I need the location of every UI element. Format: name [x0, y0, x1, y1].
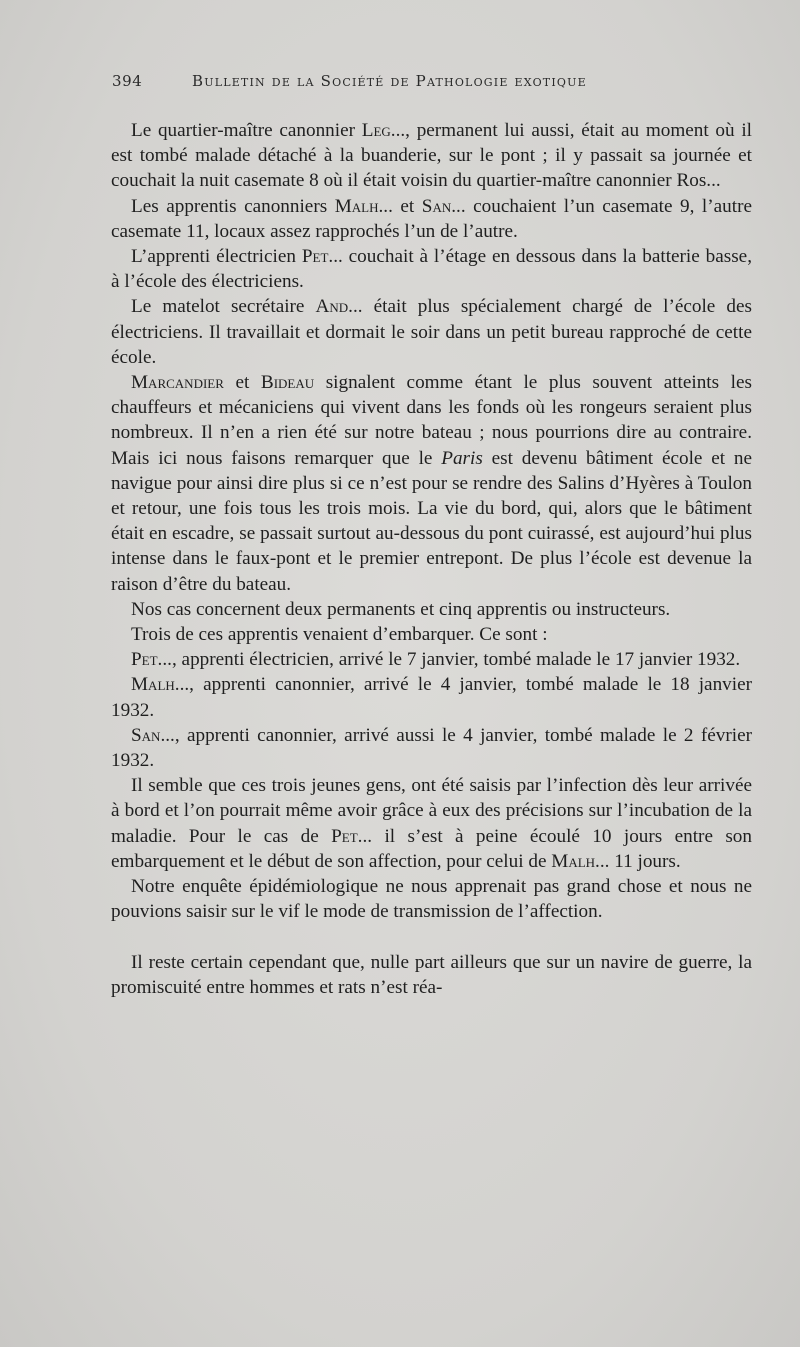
text-run: Il semble que ces trois jeunes gens, ont été saisis par l’infection dès leur arrivée à bord et l’on pourrait même avoir grâce à eux des précisions sur l’incubation de la maladie. Pour le cas de	[111, 775, 752, 847]
paragraph	[111, 874, 752, 924]
text-run: Nos cas concernent deux permanents et cinq apprentis ou instructeurs.	[131, 598, 671, 620]
text-run: , apprenti électricien, arrivé le 7 janvier, tombé malade le 17 janvier 1932.	[171, 649, 741, 671]
small-caps-name: San...	[421, 195, 466, 217]
paragraph	[111, 194, 752, 244]
text-run: , apprenti canonnier, arrivé le 4 janvier, tombé malade le 18 janvier 1932.	[111, 674, 752, 721]
text-run: Il reste certain cependant que, nulle part ailleurs que sur un navire de guerre, la promiscuité entre hommes et rats n’est réa-	[111, 951, 752, 998]
text-run: et	[223, 372, 261, 394]
paragraph	[111, 597, 752, 622]
small-caps-name: Pet...	[131, 649, 172, 671]
small-caps-name: San...	[131, 724, 175, 746]
paragraph	[111, 950, 752, 1000]
text-run: était plus spécialement chargé de l’école des électriciens. Il travaillait et dormait le soir dans un petit bureau rapproché de cette école.	[111, 296, 752, 368]
paragraph	[111, 773, 752, 874]
text-run: Notre enquête épidémiologique ne nous apprenait pas grand chose et nous ne pouvions saisir sur le vif le mode de transmission de l’affection.	[111, 876, 752, 923]
paragraph	[111, 647, 752, 672]
running-header	[112, 72, 752, 90]
paragraph	[111, 622, 752, 647]
paragraph	[111, 723, 752, 773]
small-caps-name: Malh...	[334, 195, 393, 217]
body-text	[111, 118, 752, 1000]
text-run: Le matelot secrétaire	[131, 296, 316, 318]
page-number: 394	[112, 72, 143, 90]
small-caps-name: Leg...	[361, 120, 406, 141]
small-caps-name: And...	[315, 296, 363, 318]
text-run: Trois de ces apprentis venaient d’embarquer. Ce sont :	[131, 624, 548, 646]
text-run: et	[392, 195, 422, 217]
text-run: il s’est à peine écoulé 10 jours entre son embarquement et le début de son affection, pour celui de	[111, 825, 752, 872]
text-run: Le quartier-maître canonnier	[131, 120, 362, 141]
running-title: Bulletin de la Société de Pathologie exotique	[192, 72, 587, 90]
text-run: signalent comme étant le plus souvent atteints les chauffeurs et mécaniciens qui vivent dans les fonds où les rongeurs seraient plus nombreux. Il n’en a rien été sur notre bateau ; nous pourrions dire au contraire. Mais ici nous faisons remarquer que le	[111, 372, 752, 469]
ship-name: Paris	[441, 447, 483, 469]
text-run: est devenu bâtiment école et ne navigue pour ainsi dire plus si ce n’est pour se rendre des Salins d’Hyères à Toulon et retour, une fois tous les trois mois. La vie du bord, qui, alors que le bâtiment était en escadre, se passait surtout au-dessous du pont cuirassé, est aujourd’hui plus intense dans le faux-pont et le premier entrepont. De plus l’école est devenue la raison d’être du bateau.	[111, 447, 752, 595]
paragraph	[111, 370, 752, 597]
text-run: 11 jours.	[609, 850, 681, 872]
text-run: , apprenti canonnier, arrivé aussi le 4 janvier, tombé malade le 2 février 1932.	[111, 724, 752, 772]
text-run: , permanent lui aussi, était au moment où il est tombé malade détaché à la buanderie, sur le pont ; il y passait sa journée et couchait la nuit casemate 8 où il était voisin du quartier-maître canonnier Ros...	[111, 120, 752, 192]
text-run: L’apprenti électricien	[131, 246, 302, 268]
small-caps-name: Pet...	[301, 246, 343, 268]
paragraph	[111, 294, 752, 370]
text-run: couchait à l’étage en dessous dans la batterie basse, à l’école des électriciens.	[111, 246, 752, 293]
paragraph	[111, 118, 752, 194]
text-run: couchaient l’un casemate 9, l’autre casemate 11, locaux assez rapprochés l’un de l’autre.	[111, 195, 752, 242]
small-caps-name: Malh...	[551, 850, 610, 872]
paragraph	[111, 672, 752, 722]
small-caps-name: Marcandier	[131, 372, 224, 394]
small-caps-name: Bideau	[260, 372, 315, 394]
small-caps-name: Pet...	[331, 825, 373, 847]
paragraph	[111, 244, 752, 294]
text-run: Les apprentis canonniers	[131, 195, 335, 217]
small-caps-name: Malh...	[131, 674, 190, 696]
